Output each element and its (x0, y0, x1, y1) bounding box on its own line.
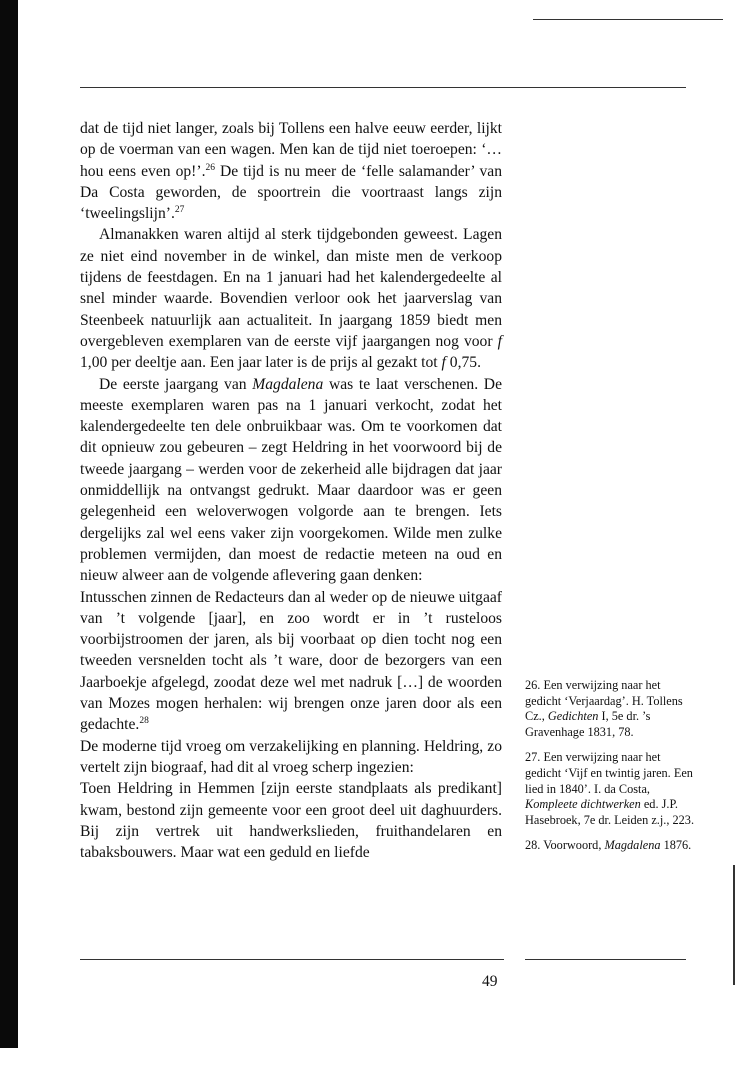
paragraph-3 (80, 374, 502, 587)
footnote-27-text-b: ed. J.P. Hasebroek, 7e dr. Leiden z.j., 223. (525, 797, 695, 827)
footer-rule-notes (525, 959, 686, 960)
footnote-ref-27: 27 (174, 205, 185, 215)
footnote-27-text-a: 27. Een verwijzing naar het gedicht ‘Vijf en twintig jaren. Een lied in 1840’. I. da Costa, (525, 750, 693, 796)
paragraph-2-text-a: Almanakken waren altijd al sterk tijdgebonden geweest. Lagen ze niet eind november in de winkel, dan miste men de verkoop tijdens de feestdagen. En na 1 januari had het kalendergedeelte al snel minder waarde. Bovendien verloor ook het jaarverslag van Steenbeek natuurlijk aan actualiteit. In jaargang 1859 biedt men overgebleven exemplaren van de eerste vijf jaargangen nog voor (80, 226, 502, 350)
scan-edge-bar (0, 0, 18, 1048)
footnote-ref-26: 26 (205, 162, 215, 173)
paragraph-4-text: De moderne tijd vroeg om verzakelijking en planning. Heldring, zo vertelt zijn biograaf, had dit al vroeg scherp ingezien: (80, 737, 502, 776)
footnote-28 (525, 838, 695, 854)
footnote-28-text-a: 28. Voorwoord, (525, 838, 605, 853)
footnote-27-title: Kompleete dichtwerken (525, 797, 641, 812)
paragraph-3-text-a: De eerste jaargang van (99, 375, 253, 393)
paragraph-1 (80, 118, 502, 224)
paragraph-4 (80, 736, 502, 779)
footnote-28-title: Magdalena (604, 838, 661, 853)
footnote-26-title: Gedichten (547, 709, 599, 724)
paragraph-1-text-b: De tijd is nu meer de ‘felle salamander’ van Da Costa geworden, de spoortrein die voortraast langs zijn ‘tweelingslijn’. (80, 162, 502, 223)
footnote-26-text-b: I, 5e dr. ’s Gravenhage 1831, 78. (525, 709, 651, 739)
footnote-ref-28: 28 (139, 716, 149, 727)
footnote-26 (525, 678, 695, 740)
footnote-27 (525, 750, 695, 828)
paragraph-2 (80, 224, 502, 373)
page-number: 49 (482, 973, 498, 990)
footer-rule-main (80, 959, 504, 960)
header-rule (80, 87, 686, 88)
block-quote-1-text: Intusschen zinnen de Redacteurs dan al weder op de nieuwe uitgaaf van ’t volgende [jaar], en zoo wordt er in ’t rusteloos voorbijstroomen der jaren, als bij voorbaat op dien tocht nog een tweeden versnelden tocht als ’t ware, door de bezorgers van een Jaarboekje afgelegd, zoodat deze wel met nadruk […] de woorden van Mozes mogen herhalen: wij brengen onze jaren door als een gedachte. (80, 588, 502, 734)
block-quote-2 (80, 778, 502, 863)
header-rule-short (533, 19, 723, 20)
footnotes (525, 678, 695, 864)
paragraph-2-text-b: 1,00 per deeltje aan. Een jaar later is de prijs al gezakt tot (80, 354, 442, 372)
magdalena-title: Magdalena (252, 375, 324, 393)
scan-edge-line (733, 865, 735, 985)
paragraph-1-text-a: dat de tijd niet langer, zoals bij Tollens een halve eeuw eerder, lijkt op de voerman van een wagen. Men kan de tijd niet toeroepen: ‘… hou eens even op!’. (80, 120, 502, 180)
florin-sign: f (497, 332, 502, 350)
block-quote-1 (80, 587, 502, 736)
main-text (80, 118, 502, 863)
paragraph-2-text-c: 0,75. (445, 354, 481, 372)
footnote-26-text-a: 26. Een verwijzing naar het gedicht ‘Verjaardag’. H. Tollens Cz., (525, 678, 683, 724)
florin-sign: f (441, 354, 446, 372)
block-quote-2-text: Toen Heldring in Hemmen [zijn eerste standplaats als predikant] kwam, bestond zijn gemeente voor een groot deel uit daghuurders. Bij zijn vertrek uit handwerkslieden, fruithandelaren en tabaksbouwers. Maar wat een geduld en liefde (80, 780, 502, 862)
paragraph-3-text-b: was te laat verschenen. De meeste exemplaren waren pas na 1 januari verkocht, zodat het kalendergedeelte ten dele onbruikbaar was. Om te voorkomen dat dit opnieuw zou gebeuren – zegt Heldring in het voorwoord bij de tweede jaargang – werden voor de zekerheid alle bijdragen dat jaar onmiddellijk na ontvangst gedrukt. Maar daardoor was er geen gelegenheid een weloverwogen volgorde aan te brengen. Iets dergelijks zal wel eens vaker zijn voorgekomen. Wilde men zulke problemen vermijden, dan moest de redactie meteen na oud en nieuw alweer aan de volgende aflevering gaan denken: (80, 375, 502, 585)
footnote-28-text-b: 1876. (660, 838, 692, 853)
